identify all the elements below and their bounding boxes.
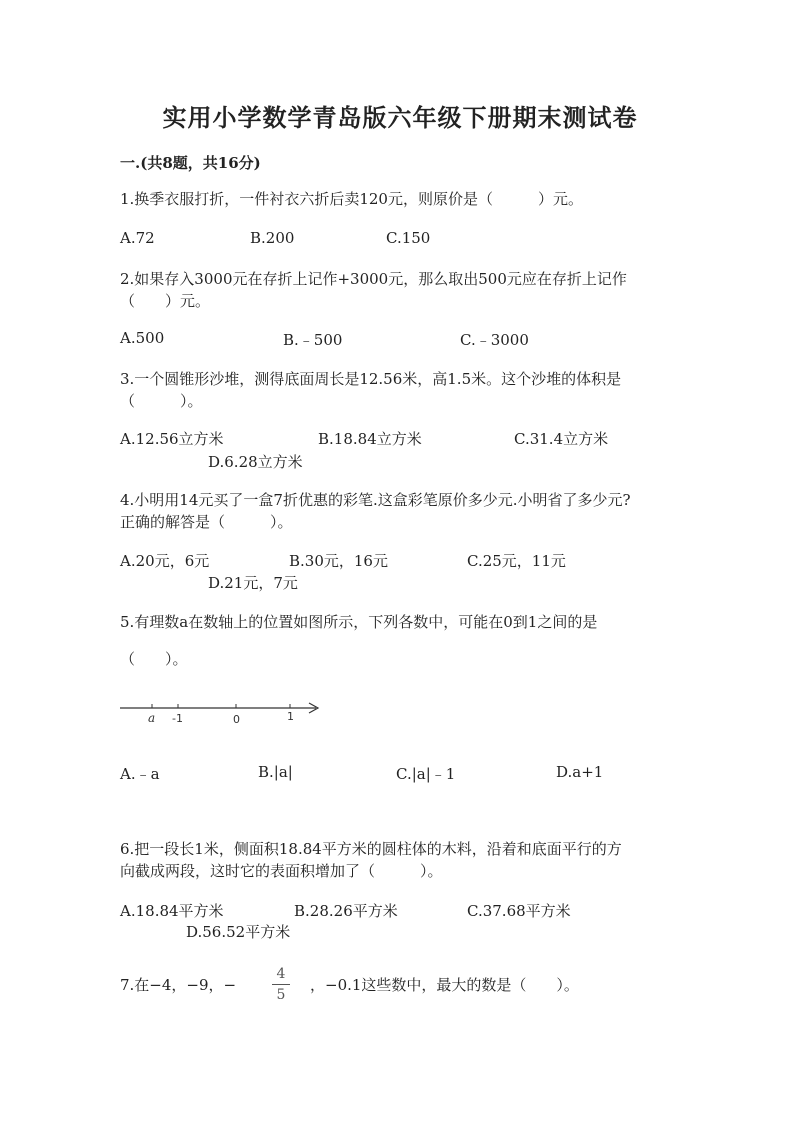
fraction-bar bbox=[272, 984, 290, 985]
question-5-text-line1: 5.有理数a在数轴上的位置如图所示，下列各数中，可能在0到1之间的是 bbox=[120, 613, 598, 631]
question-3-text-line1: 3.一个圆锥形沙堆，测得底面周长是12.56米，高1.5米。这个沙堆的体积是 bbox=[120, 370, 622, 388]
q5-option-d: D.a+1 bbox=[556, 763, 604, 781]
question-2-text-line1: 2.如果存入3000元在存折上记作+3000元，那么取出500元应在存折上记作 bbox=[120, 270, 627, 288]
q4-option-d: D.21元，7元 bbox=[208, 574, 298, 592]
question-3-text-line2: （ ）。 bbox=[120, 392, 203, 410]
fraction-four-fifths bbox=[272, 967, 290, 1002]
page-title: 实用小学数学青岛版六年级下册期末测试卷 bbox=[162, 103, 638, 132]
q1-option-a: A.72 bbox=[120, 229, 155, 247]
axis-label-0: 0 bbox=[233, 713, 240, 726]
question-4-text-line1: 4.小明用14元买了一盒7折优惠的彩笔.这盒彩笔原价多少元.小明省了多少元? bbox=[120, 491, 631, 509]
number-line-figure bbox=[118, 696, 328, 730]
q5-option-b: B.|a| bbox=[258, 763, 293, 781]
q3-option-d: D.6.28立方米 bbox=[208, 453, 303, 471]
q3-option-c: C.31.4立方米 bbox=[514, 430, 609, 448]
axis-label-a: a bbox=[148, 711, 156, 725]
section-heading: 一.(共8题，共16分) bbox=[120, 154, 261, 172]
question-4-text-line2: 正确的解答是（ ）。 bbox=[120, 513, 293, 531]
q5-option-c: C.|a|﹣1 bbox=[396, 765, 456, 783]
question-6-text-line1: 6.把一段长1米，侧面积18.84平方米的圆柱体的木料，沿着和底面平行的方 bbox=[120, 840, 622, 858]
axis-label-1: 1 bbox=[287, 710, 294, 723]
q6-option-c: C.37.68平方米 bbox=[467, 902, 571, 920]
q6-option-d: D.56.52平方米 bbox=[186, 923, 291, 941]
question-2-text-line2: （ ）元。 bbox=[120, 292, 211, 310]
question-5-text-line2: （ ）。 bbox=[120, 650, 188, 668]
q4-option-a: A.20元，6元 bbox=[120, 552, 210, 570]
question-6-text-line2: 向截成两段，这时它的表面积增加了（ ）。 bbox=[120, 862, 443, 880]
q6-option-a: A.18.84平方米 bbox=[120, 902, 224, 920]
question-1-text: 1.换季衣服打折，一件衬衣六折后卖120元，则原价是（ ）元。 bbox=[120, 190, 583, 208]
axis-label-minus-1: -1 bbox=[172, 712, 183, 725]
q2-option-c: C.﹣3000 bbox=[460, 331, 529, 349]
q4-option-c: C.25元，11元 bbox=[467, 552, 566, 570]
q1-option-c: C.150 bbox=[386, 229, 431, 247]
q3-option-b: B.18.84立方米 bbox=[318, 430, 422, 448]
q2-option-a: A.500 bbox=[120, 329, 165, 347]
q6-option-b: B.28.26平方米 bbox=[294, 902, 398, 920]
fraction-denominator: 5 bbox=[276, 987, 286, 1003]
q4-option-b: B.30元，16元 bbox=[289, 552, 388, 570]
q2-option-b: B.﹣500 bbox=[283, 331, 343, 349]
q5-option-a: A.﹣a bbox=[120, 765, 160, 783]
question-7-text-before: 7.在−4，−9，− bbox=[120, 976, 237, 994]
question-7-text-after: ，−0.1这些数中，最大的数是（ ）。 bbox=[310, 976, 579, 994]
fraction-numerator: 4 bbox=[276, 966, 286, 982]
q1-option-b: B.200 bbox=[250, 229, 295, 247]
q3-option-a: A.12.56立方米 bbox=[120, 430, 224, 448]
